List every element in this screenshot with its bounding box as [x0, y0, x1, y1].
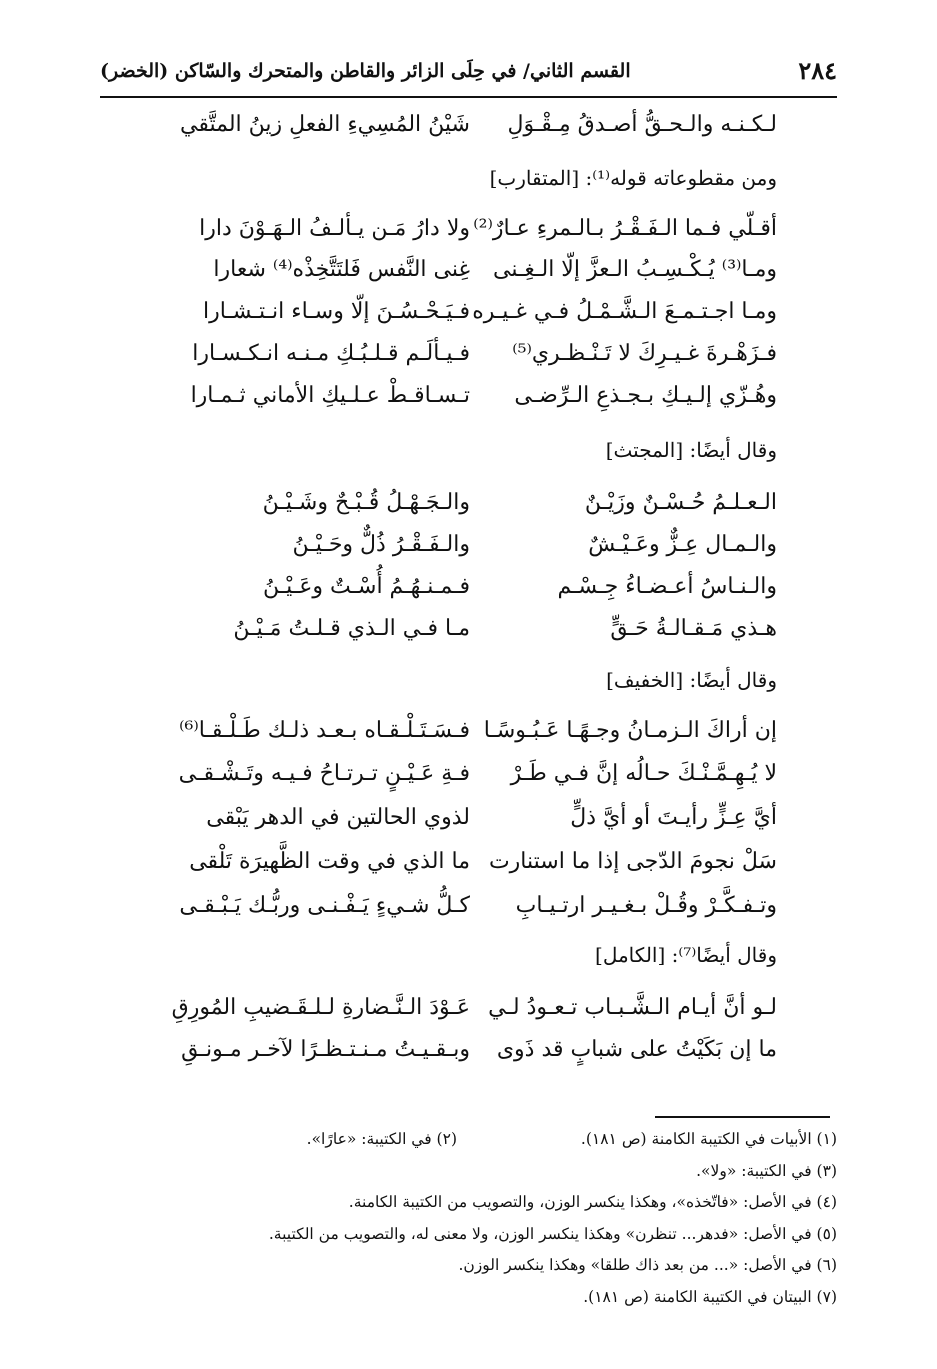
verse-hemistich-second: غِنى النَّفس فَلتَتَّخِذْه⁽⁴⁾ شعارا: [213, 257, 470, 282]
verse-hemistich-second: فـةِ عَـيْـنٍ تـرتـاحُ فـيـه وتَـشْـقـى: [178, 761, 470, 786]
verse-hemistich-first: لـكـنـه والـحـقُّ أصـدقُ مِـقْـوَلِ: [507, 112, 777, 137]
verse-hemistich-second: فـيـألَـم قـلـبُـكِ مـنـه انـكـسـارا: [192, 341, 470, 366]
section-intro: وقال أيضًا: [الخفيف]: [606, 668, 777, 692]
verse-hemistich-second: وبـقـيـتُ مـنـتـظـرًا لآخـر مـونـقِ: [181, 1037, 470, 1062]
verse-hemistich-second: فـيَـحْـسُـنَ إلّا وسـاء انـتـشـارا: [203, 299, 470, 324]
verse-hemistich-second: مـا فـي الـذي قـلـتُ مَـيْـنُ: [233, 616, 470, 641]
verse-hemistich-first: ومـا اجـتـمـعَ الـشَّـمْـلُ فـي غـيـره: [472, 299, 777, 324]
verse-hemistich-second: فـمـنـهُـمُ أُسْـتٌ وعَـيْـنُ: [262, 574, 470, 599]
footnote: (٢) في الكتيبة: «عارًا».: [306, 1130, 457, 1148]
verse-hemistich-second: لذوي الحالتين في الدهر يَبْقى: [206, 805, 470, 830]
verse-hemistich-first: أقـلّي فـما الـفَـقْـرُ بـالـمرءِ عـارٌ⁽²⁾: [473, 216, 777, 241]
footnote: (٤) في الأصل: «فاتّخذه»، وهكذا ينكسر الوزن، والتصويب من الكتيبة الكامنة.: [348, 1193, 837, 1211]
verse-hemistich-second: والـفَـقْـرُ ذُلٌّ وحَـيْـنُ: [292, 532, 470, 557]
verse-hemistich-first: لـو أنَّ أيـام الـشَّـبـاب تـعـودُ لـي: [488, 995, 777, 1020]
verse-hemistich-second: فـسَـتَـلْـقـاه بـعـد ذلـك طَـلْـقـا⁽⁶⁾: [179, 718, 470, 743]
verse-hemistich-first: ومـا⁽³⁾ يُـكْـسِـبُ الـعزَّ إلّا الـغِـنى: [493, 257, 777, 282]
section-intro: ومن مقطوعاته قوله⁽¹⁾: [المتقارب]: [489, 166, 777, 190]
verse-hemistich-first: إن أراكَ الـزمـانُ وجـهًـا عَـبُـوسًـا: [483, 718, 777, 743]
verse-hemistich-first: لا يُـهِـمَّـنْـكَ حـالُه إنَّ فـي طَـرْ: [510, 761, 777, 786]
footnote: (٣) في الكتيبة: «ولا».: [696, 1162, 837, 1180]
verse-hemistich-second: تـسـاقـطْ عـلـيكِ الأماني ثـمـارا: [190, 383, 470, 408]
page-header: [100, 52, 837, 98]
verse-hemistich-second: ما الذي في وقت الظَّهيرَة تَلْقى: [189, 849, 470, 874]
section-intro: وقال أيضًا⁽⁷⁾: [الكامل]: [595, 943, 777, 967]
footnote: (٦) في الأصل: «... من بعد ذاك طلقا» وهكذا ينكسر الوزن.: [458, 1256, 837, 1274]
verse-hemistich-first: سَلْ نجومَ الدّجى إذا ما استنارت: [488, 849, 777, 874]
running-title: القسم الثاني/ في حِلَى الزائر والقاطن والمتحرك والسّاكن (الخضر): [100, 60, 631, 82]
verse-hemistich-first: الـعـلـمُ حُـسْـنٌ وزَيْـنٌ: [584, 490, 777, 515]
verse-hemistich-second: شَيْنُ المُسِيءِ الفعلِ زينُ المتَّقي: [180, 112, 470, 137]
verse-hemistich-first: والـمـال عِـزٌّ وعَـيْـشٌ: [588, 532, 777, 557]
verse-hemistich-second: عَـوْدَ الـنَّـضارةِ لـلـقَـضيبِ المُورِقِ: [171, 995, 470, 1020]
page-number: ٢٨٤: [798, 56, 837, 85]
footnote: (٧) البيتان في الكتيبة الكامنة (ص ١٨١).: [583, 1288, 837, 1306]
footnote-divider: [655, 1116, 830, 1118]
verse-hemistich-first: فـزَهْـرةَ غـيـرِكَ لا تَـنْـظـري⁽⁵⁾: [512, 341, 777, 366]
verse-hemistich-first: هـذي مَـقـالـةُ حَـقٍّ: [610, 616, 777, 641]
verse-hemistich-first: ما إن بَكَيْتُ على شبابٍ قد ذَوى: [496, 1037, 777, 1062]
footnote: (١) الأبيات في الكتيبة الكامنة (ص ١٨١).: [580, 1130, 837, 1148]
verse-hemistich-first: والـنـاسُ أعـضـاءُ جِـسْـم: [557, 574, 777, 599]
verse-hemistich-first: وهُـزّي إلـيـكِ بـجـذعِ الـرِّضـى: [514, 383, 777, 408]
footnote: (٥) في الأصل: «فدهر... تنظرن» وهكذا ينكسر الوزن، ولا معنى له، والتصويب من الكتيبة.: [268, 1225, 837, 1243]
verse-hemistich-second: ولا دارُ مَـن يـألـفُ الـهَـوْنَ دارا: [199, 216, 470, 241]
verse-hemistich-second: والـجَـهْـلُ قُـبْـحٌ وشَـيْـنُ: [262, 490, 470, 515]
verse-hemistich-second: كـلُّ شـيءٍ يَـفْـنـى وربُّـك يَـبْـقـى: [179, 893, 470, 918]
verse-hemistich-first: وتـفـكَّـرْ وقُـلْ بـغـيـر ارتـيـابِ: [515, 893, 777, 918]
verse-hemistich-first: أيَّ عِـزٍّ رأيـتَ أو أيَّ ذلٍّ: [570, 805, 777, 830]
section-intro: وقال أيضًا: [المجتث]: [605, 438, 777, 462]
